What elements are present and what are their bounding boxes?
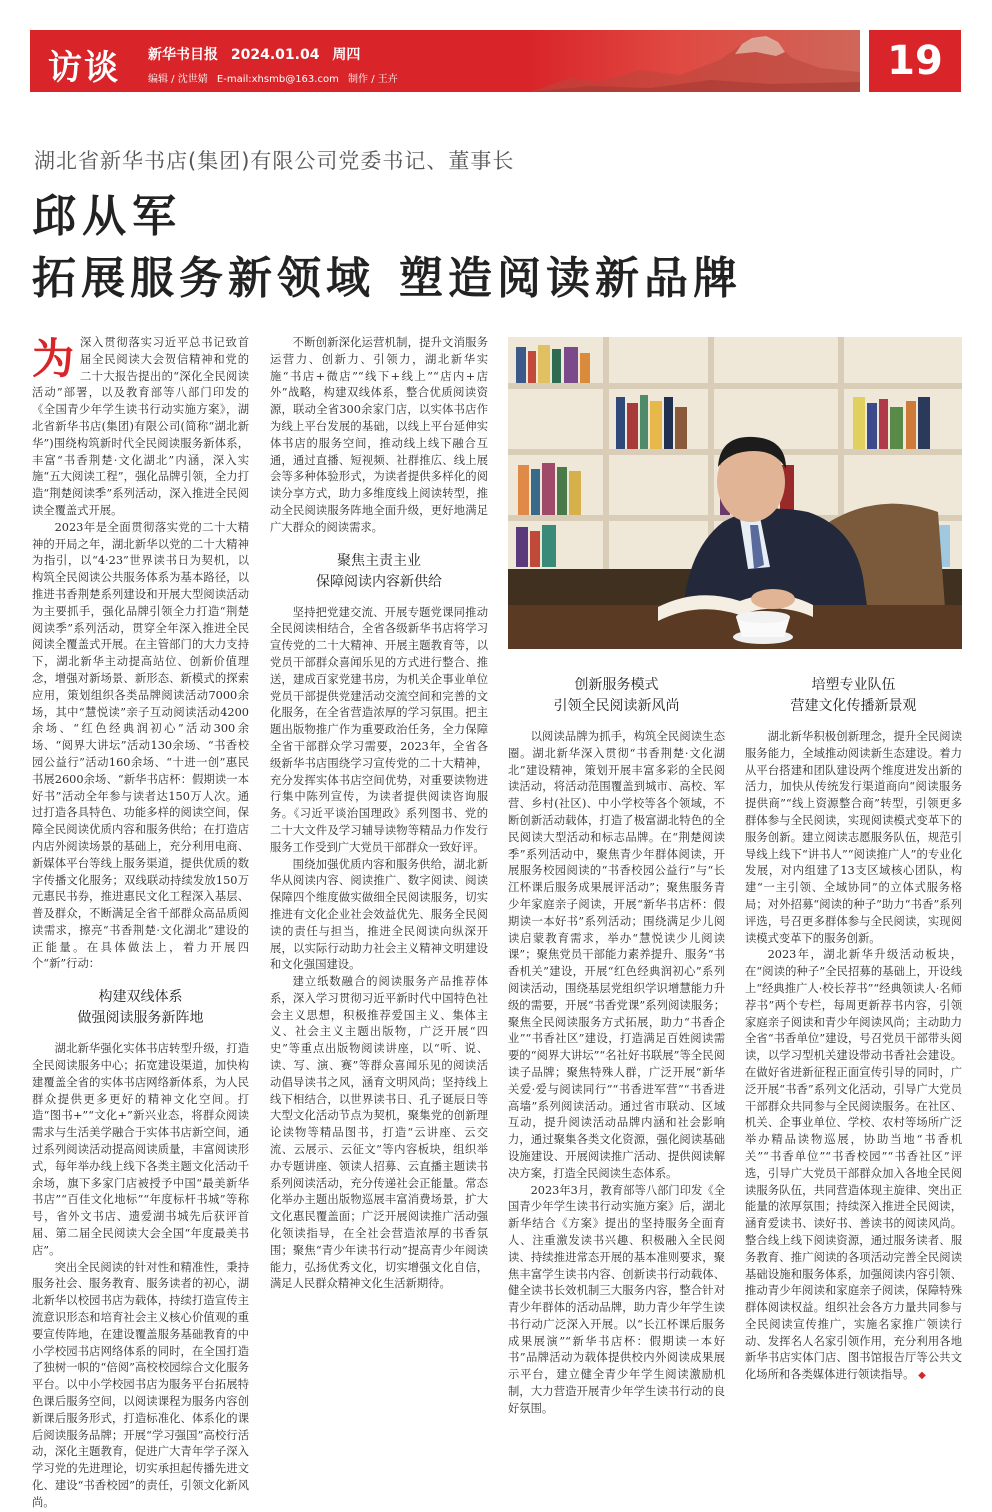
article-column-2 [270,335,488,1395]
section-1-paragraph-2: 突出全民阅读的针对性和精准性，秉持服务社会、服务教育、服务读者的初心，湖北新华以校园书店为载体，持续打造宣传主流意识形态和培育社会主义核心价值观的重要宣传阵地，在建设覆盖服务基础教育的中小学校园书店网络体系的同时，在全国打造了独树一帜的“倍阅”高校校园综合文化服务平台。以中小学校园书店为服务平台拓展特色课后服务空间，以阅读课程为服务内容创新课后服务形式，打造标准化、体系化的课后阅读服务品牌；开展“学习强国”高校行活动，深化主题教育，促进广大青年学子深入学习党的先进理论，切实承担起传播先进文化、建设“书香校园”的责任，引领文化新风尚。 [32,1260,249,1509]
masthead-scenery-art [530,30,860,92]
section-1-heading-line-1: 构建双线体系 [98,989,183,1006]
article-intro: 深入贯彻落实习近平总书记致首届全民阅读大会贺信精神和党的二十大报告提出的“深化全民阅读活动”部署，以及教育部等八部门印发的《全国青少年学生读书行动实施方案》，湖北省新华书店(集团)有限公司(简称“湖北新华”)围绕构筑新时代全民阅读服务新体系，丰富“书香荆楚·文化湖北”内涵，深入实施“五大阅读工程”，强化品牌引领，全力打造“荆楚阅读季”系列活动，深入推进全民阅读全覆盖式开展。 [32,336,249,517]
article-column-4 [745,675,962,1395]
section-4-heading [745,675,962,717]
headline-part-2: 塑造阅读新品牌 [399,253,742,304]
section-3-paragraph-1: 以阅读品牌为抓手，构筑全民阅读生态圈。湖北新华深入贯彻“书香荆楚·文化湖北”建设精神，策划开展丰富多彩的全民阅读活动，将活动范围覆盖到城市、高校、军营、乡村(社区)、中小学校等各个领域，不断创新活动载体，打造了极富湖北特色的全民阅读大型活动和标志品牌。在“荆楚阅读季”系列活动中，聚焦青少年群体阅读，开展服务校园阅读的“书香校园公益行”与“长江杯课后服务成果展评活动”；聚焦服务青少年家庭亲子阅读，开展“新华书店杯：假期读一本好书”系列活动；围绕满足少儿阅读启蒙教育需求，举办“慧悦读少儿阅读课”；聚焦党员干部能力素养提升、服务“书香机关”建设，开展“红色经典润初心”系列阅读活动，围绕基层党组织学识增慧能力升级的需要，开展“书香党课”系列阅读服务；聚焦全民阅读服务方式拓展，助力“书香企业”“书香社区”建设，打造满足百姓阅读需要的“阅界大讲坛”“名社好书联展”等全民阅读子品牌；聚焦特殊人群，广泛开展“新华关爱·爱与阅读同行”“书香进军营”“书香进高墙”系列阅读活动。通过省市联动、区域互动，提升阅读活动品牌内涵和社会影响力，通过聚集各类文化资源，强化阅读基础设施建设、开展阅读推广活动、提供阅读解决方案，打造全民阅读生态体系。 [508,730,725,1180]
paper-name: 新华书目报 [148,47,218,63]
section-3-heading-line-1: 创新服务模式 [574,677,659,693]
section-3-heading-line-2: 引领全民阅读新风尚 [553,698,680,714]
section-2-paragraph-2: 围绕加强优质内容和服务供给，湖北新华从阅读内容、阅读推广、数字阅读、阅读保障四个维度做实做细全民阅读服务，切实推进有文化企业社会效益优先、服务全民阅读的责任与担当，推进全民阅读向纵深开展，以实际行动助力社会主义精神文明建设和文化强国建设。 [270,857,488,972]
section-name: 访谈 [48,48,120,88]
page-number: 19 [869,30,961,92]
section-2-paragraph-1: 坚持把党建交流、开展专题党课同推动全民阅读相结合，全省各级新华书店将学习宣传党的二十大精神、开展主题教育等，以党员干部群众喜闻乐见的方式进行整合、推送，建成百家党建书房，为机关企事业单位党员干部提供党建活动交流空间和完善的文化服务，在全省营造浓厚的学习氛围。把主题出版物推广作为重要政治任务，全力保障全省干部群众学习需要，2023年，全省各级新华书店围绕学习宣传党的二十大精神，充分发挥实体书店空间优势，对重要读物进行集中陈列宣传，为读者提供阅读咨询服务。《习近平谈治国理政》系列图书、党的二十大文件及学习辅导读物等精品力作发行服务工作受到广大党员干部群众一致好评。 [270,605,488,854]
section-1-heading-line-2: 做强阅读服务新阵地 [77,1010,204,1027]
editor-email: E-mail:xhsmb@163.com [216,74,339,85]
section-1-paragraph-1: 湖北新华强化实体书店转型升级，打造全民阅读服务中心；拓宽建设渠道，加快构建覆盖全省的实体书店网络新体系，为人民群众提供更多更好的精神文化空间。打造“图书+”“文化+”新兴业态，将群众阅读需求与生活美学融合于实体书店新空间，通过系列阅读活动提高阅读质量，丰富阅读形式，每年举办线上线下各类主题文化活动千余场，旗下多家门店被授予中国“最美新华书店”“百佳文化地标”“年度标杆书城”等称号，省外文书店、遗爱湖书城先后获评首届、第二届全民阅读大会全国“年度最美书店”。 [32,1042,249,1257]
section-4-paragraph-2-text: 2023年，湖北新华升级活动板块，在“阅读的种子”全民招募的基础上，开设线上“经典推广人·校长荐书”“经典领读人·名师荐书”两个专栏，每周更新荐书内容，引领家庭亲子阅读和青少年阅读风尚；主动助力全省“书香单位”建设，号召党员干部带头阅读，以学习型机关建设带动书香社会建设。在做好省进新征程正面宣传引导的同时，广泛开展“书香”系列文化活动，引导广大党员干部群众共同参与全民阅读服务。在社区、机关、企事业单位、学校、农村等场所广泛举办精品读物巡展，协助当地“书香机关”“书香单位”“书香校园”“书香社区”评选，引导广大党员干部群众加入各地全民阅读服务队伍，共同营造体现主旋律、突出正能量的浓厚氛围；持续深入推进全民阅读，涵育爱读书、读好书、善读书的阅读风尚。整合线上线下阅读资源，通过服务读者、服务教育、推广阅读的各项活动完善全民阅读基础设施和服务体系，加强阅读内容引领、推动青少年阅读和家庭亲子阅读，保障特殊群体阅读权益。组织社会各方力量共同参与全民阅读宣传推广，实施名家推广领读行动、发挥名人名家引领作用，充分利用各地新华书店实体门店、图书馆报告厅等公共文化场所和各类媒体进行领读指导。 [745,948,962,1382]
section-4-paragraph-2 [745,947,962,1385]
producer-credit: 制作 / 王卉 [348,74,398,85]
section-3-paragraph-2: 2023年3月，教育部等八部门印发《全国青少年学生读书行动实施方案》后，湖北新华结合《方案》提出的坚持服务全面育人、注重激发读书兴趣、积极融入全民阅读、持续推进常态开展的基本准则要求，聚焦丰富学生读书内容、创新读书行动载体、健全读书长效机制三大服务内容，整合针对青少年群体的活动品牌，助力青少年学生读书行动广泛深入开展。以“长江杯课后服务成果展演”“新华书店杯：假期读一本好书”品牌活动为载体提供校内外阅读成果展示平台，建立健全青少年学生阅读激励机制，大力营造开展青少年学生读书行动的良好氛围。 [508,1183,725,1415]
section-1-paragraph-3: 不断创新深化运营机制，提升文消服务运营力、创新力、引领力，湖北新华实施“书店+微店”“线下+线上”“店内+店外”战略，构建双线体系，整合优质阅读资源，联动全省300余家门店，以实体书店作为线上平台发展的基础，以线上平台延伸实体书店的服务空间，推动线上线下融合互通，通过直播、短视频、社群推広、线上展会等多种体验形式，为读者提供多样化的阅读分享方式，助力多维度线上阅读转型，推动全民阅读服务阵地全面升级，更好地满足广大群众的阅读需求。 [270,336,488,534]
section-4-heading-line-2: 营建文化传播新景观 [790,698,917,714]
article-paragraph-2023: 2023年是全面贯彻落实党的二十大精神的开局之年，湖北新华以党的二十大精神为指引，以“4·23”世界读书日为契机，以构筑全民阅读公共服务体系为基本路径，以推进书香荆楚系列建设和开展大型阅读活动为主要抓手，强化品牌引领全力打造“荆楚阅读季”系列活动，贯穿全年深入推进全民阅读全覆盖式开展。在主管部门的大力支持下，湖北新华主动提高站位、创新价值理念，增强对新场景、新形态、新模式的探索应用，策划组织各类品牌阅读活动7000余场，其中“慧悦读”亲子互动阅读活动4200余场、“红色经典润初心”活动300余场、“阅界大讲坛”活动130余场、“书香校园公益行”活动160余场、“十进一创”惠民书展2600余场、“新华书店杯：假期读一本好书”活动全年参与读者达150万人次。通过打造各具特色、功能多样的阅读空间，保障全民阅读优质内容和服务供给；在打造店内店外阅读场景的基础上，充分利用电商、新媒体平台等线上服务渠道，提供优质的数字传播文化服务；双线联动持续发放150万元惠民书券，推进惠民文化工程深入基层、普及群众，不断满足全省千部群众高品质阅读需求，擦亮“书香荆楚·文化湖北”建设的正能量。在具体做法上，着力开展四个“新”行动： [32,520,249,971]
article-column-1 [32,334,249,1509]
section-3-heading [508,675,725,717]
section-4-paragraph-1: 湖北新华积极创新理念，提升全民阅读服务能力，全域推动阅读新生态建设。着力从平台搭建和团队建设两个维度进发出新的活力，加快从传统发行渠道商向“阅读服务提供商”“线上资源整合商”转型，引领更多群体参与全民阅读，实现阅读模式变革下的服务创新。建立阅读志愿服务队伍，规范引导线上线下“讲书人”“阅读推广人”的专业化发展，对内组建了13支区域核心团队，构建“一主引领、全域协同”的立体式服务格局；对外招募“阅读的种子”助力“书香”系列评选，号召更多群体参与全民阅读，实现阅读模式变革下的服务创新。 [745,730,962,945]
editor-credit: 编辑 / 沈世婧 [148,74,208,85]
section-2-heading [270,551,488,593]
headline-kicker: 湖北省新华书店(集团)有限公司党委书记、董事长 [34,149,515,173]
article-column-3 [508,675,725,1415]
drop-cap: 为 [32,334,75,383]
main-headline [32,242,742,306]
end-mark-icon: ◆ [918,1370,926,1382]
section-1-heading [32,987,249,1029]
section-2-paragraph-3: 建立纸数融合的阅读服务产品推荐体系，深入学习贯彻习近平新时代中国特色社会主义思想，积极推荐爱国主义、集体主义、社会主义主题出版物，广泛开展“四史”等重点出版物阅读讲座，以“听、说、读、写、演、赛”等群众喜闻乐见的阅读活动倡导读书之风，涵育文明风尚；坚持线上线下相结合，以世界读书日、孔子诞辰日等大型文化活动节点为契机，聚集党的创新理论读物等精品图书，打造“云讲座、云交流、云展示、云征文”等内容板块，组织举办专题讲座、领读人招募、云直播主题读书系列阅读活动，充分传递社会正能量。常态化举办主题出版物巡展丰富消费场景，扩大文化惠民覆盖面；广泛开展阅读推广活动强化领读指导，在全社会营造浓厚的书香氛围；聚焦“青少年读书行动”提高青少年阅读能力，弘扬优秀文化，切实增强文化自信，满足人民群众精神文化生活新期待。 [270,975,488,1291]
issue-weekday: 周四 [332,47,361,63]
masthead-info [148,44,368,64]
masthead-credits [148,70,404,85]
headline-part-1: 拓展服务新领域 [32,253,375,304]
section-4-heading-line-1: 培塑专业队伍 [811,677,896,693]
interviewee-name: 邱从军 [32,191,182,242]
interview-photo [508,337,962,649]
issue-date: 2024.01.04 [230,47,320,63]
section-2-heading-line-2: 保障阅读内容新供给 [316,573,442,590]
section-2-heading-line-1: 聚焦主责主业 [337,552,421,569]
masthead [30,30,860,92]
